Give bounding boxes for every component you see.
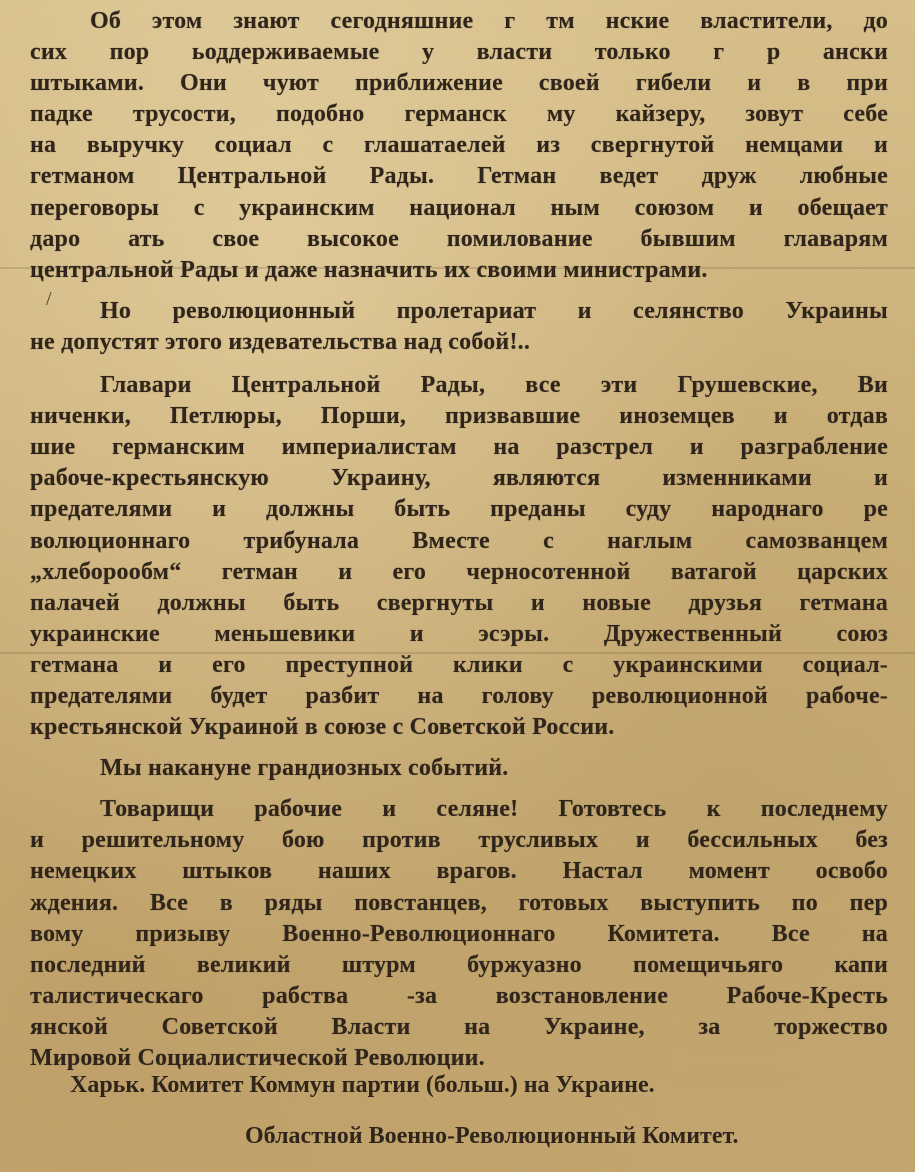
text-line: Об этом знают сегодняшние г тм нские властители, до	[90, 8, 888, 34]
text-line: Мы накануне грандиозных событий.	[100, 755, 509, 782]
text-line: гетманом Центральной Рады. Гетман ведет друж любные	[30, 163, 888, 190]
text-line: волюционнаго трибунала Вместе с наглым самозванцем	[30, 527, 888, 554]
text-line: предателями будет разбит на голову революционной рабоче-	[30, 682, 888, 709]
paragraph-2	[30, 296, 888, 358]
text-line: сих пор ьоддерживаемые у власти только г р ански	[30, 39, 888, 66]
text-line: не допустят этого издевательства над собой!..	[30, 328, 531, 355]
paragraph-3	[30, 370, 888, 743]
text-line: штыками. Они чуют приближение своей гибели и в при	[30, 70, 888, 97]
paragraph-1	[30, 6, 888, 286]
text-line: Главари Центральной Рады, все эти Грушевские, Ви	[100, 372, 888, 399]
margin-mark: /	[46, 288, 52, 310]
text-line: центральной Рады и даже назначить их своими министрами.	[30, 256, 708, 283]
text-line: „хлеборообм“ гетман и его черносотенной ватагой царских	[30, 558, 888, 585]
text-line: рабоче-крестьянскую Украину, являются изменниками и	[30, 465, 888, 492]
text-line: падке трусости, подобно германск му кайзеру, зовут себе	[30, 101, 888, 128]
text-line: даро ать свое высокое помилование бывшим главарям	[30, 225, 888, 252]
text-line: шие германским империалистам на разстрел и разграбление	[30, 434, 888, 461]
text-line: предателями и должны быть преданы суду народнаго ре	[30, 496, 888, 523]
text-line: вому призыву Военно-Революционнаго Комитета. Все на	[30, 920, 888, 947]
text-line: Товарищи рабочие и селяне! Готовтесь к последнему	[100, 796, 888, 823]
text-line: и решительному бою против трусливых и бессильных без	[30, 827, 888, 854]
text-line: последний великий штурм буржуазно помещичьяго капи	[30, 951, 888, 978]
text-line: крестьянской Украиной в союзе с Советской России.	[30, 714, 615, 741]
text-line: переговоры с украинским национал ным союзом и обещает	[30, 194, 888, 221]
text-line: на выручку социал с глашатаелей из свергнутой немцами и	[30, 132, 888, 159]
text-line: палачей должны быть свергнуты и новые друзья гетмана	[30, 589, 888, 616]
text-line: Но революционный пролетариат и селянство Украины	[100, 297, 888, 324]
text-line: янской Советской Власти на Украине, за торжество	[30, 1013, 888, 1040]
text-line: Мировой Социалистической Революции.	[30, 1045, 485, 1071]
signature-party-committee: Харьк. Комитет Коммун партии (больш.) на Украине.	[70, 1072, 655, 1098]
body-text	[30, 6, 888, 1074]
text-line: украинские меньшевики и эсэры. Дружественный союз	[30, 620, 888, 647]
paragraph-4	[30, 753, 888, 784]
paragraph-5	[30, 794, 888, 1074]
text-line: немецких штыков наших врагов. Настал момент освобо	[30, 858, 888, 885]
text-line: гетмана и его преступной клики с украинскими социал-	[30, 651, 888, 678]
signature-revolutionary-committee: Областной Военно-Революционный Комитет.	[245, 1123, 739, 1149]
text-line: ниченки, Петлюры, Порши, призвавшие иноземцев и отдав	[30, 403, 888, 430]
text-line: ждения. Все в ряды повстанцев, готовых выступить по пер	[30, 889, 888, 916]
text-line: талистическаго рабства -за возстановление Рабоче-Кресть	[30, 982, 888, 1009]
